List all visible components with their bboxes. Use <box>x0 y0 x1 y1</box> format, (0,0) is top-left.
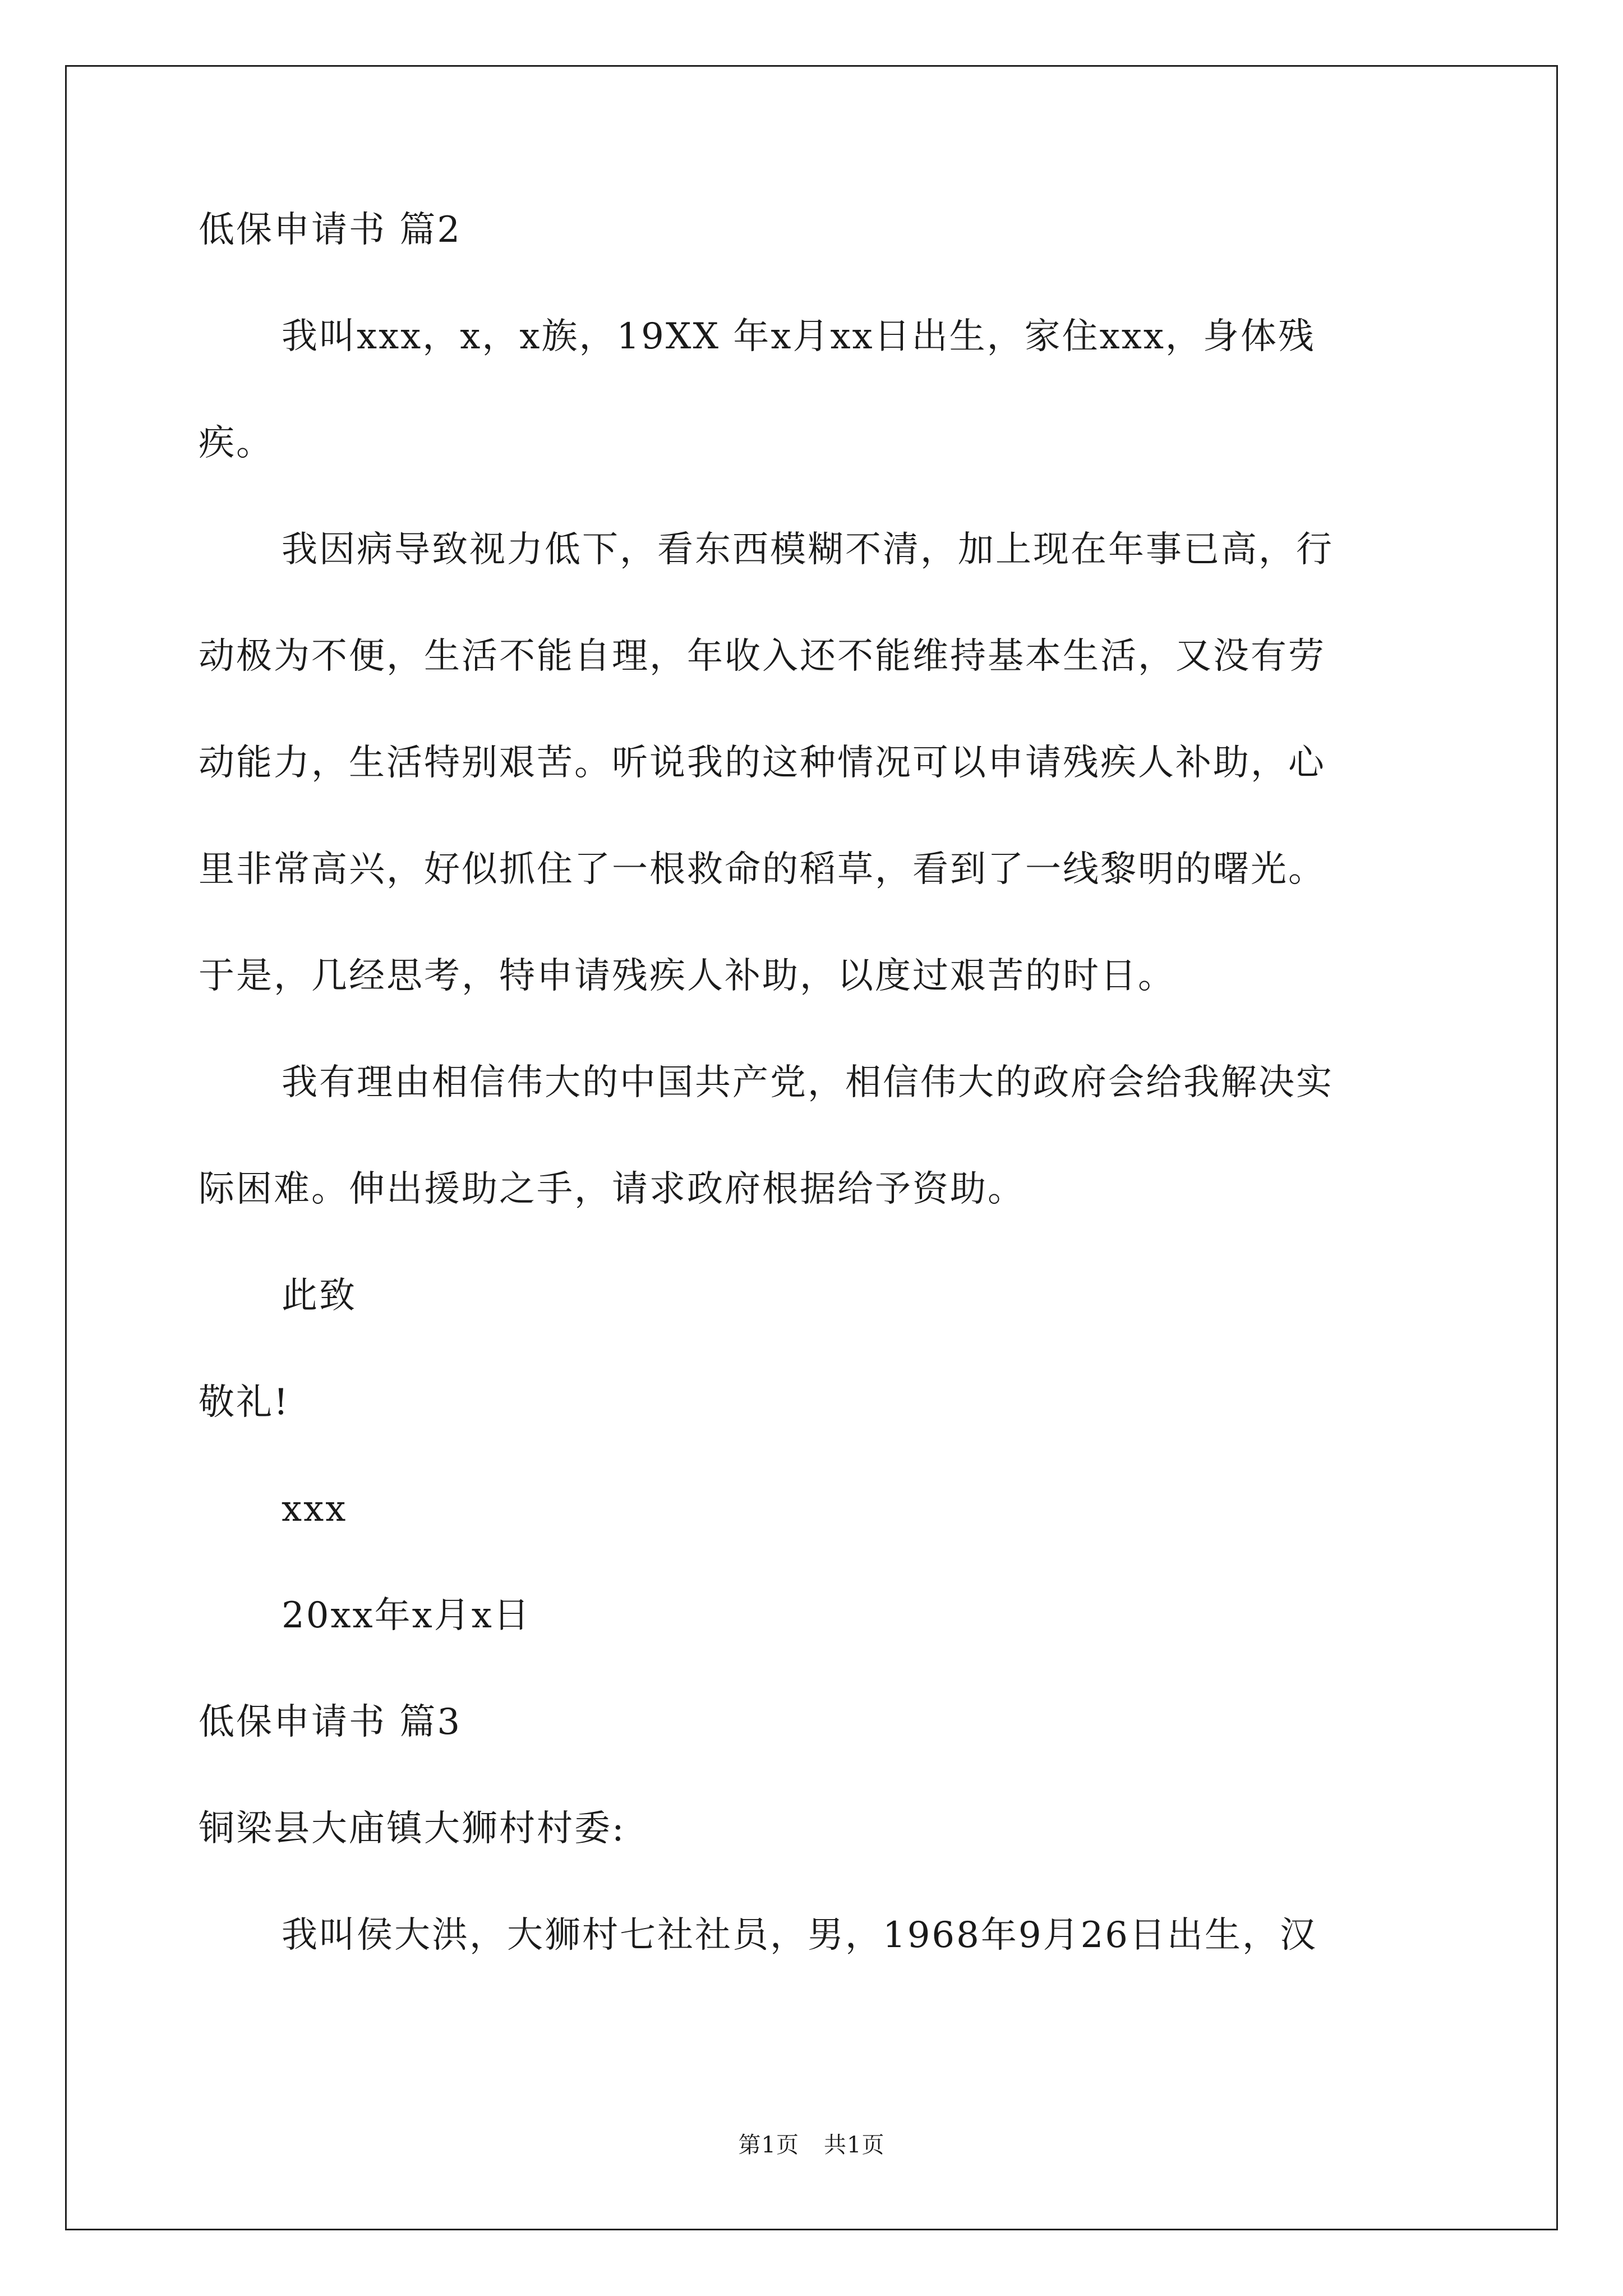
page-footer <box>0 2127 1623 2159</box>
page-border <box>65 65 1558 2230</box>
paragraph-line: 疾。 <box>199 422 274 464</box>
paragraph-line: 动能力，生活特别艰苦。听说我的这种情况可以申请残疾人补助，心 <box>199 742 1326 784</box>
page-number-total: 共1页 <box>824 2132 885 2158</box>
page-number-current: 第1页 <box>738 2132 799 2158</box>
section-heading-2: 低保申请书 篇2 <box>199 209 462 251</box>
paragraph-line: 我有理由相信伟大的中国共产党，相信伟大的政府会给我解决实 <box>282 1062 1334 1103</box>
paragraph-line: 我叫侯大洪，大狮村七社社员，男，1968年9月26日出生，汉 <box>282 1915 1318 1956</box>
paragraph-line: 我因病导致视力低下，看东西模糊不清，加上现在年事已高，行 <box>282 529 1334 570</box>
closing-salutation: 此致 <box>282 1275 357 1317</box>
section-heading-3: 低保申请书 篇3 <box>199 1701 462 1743</box>
paragraph-line: 里非常高兴，好似抓住了一根救命的稻草，看到了一线黎明的曙光。 <box>199 849 1326 890</box>
signature-date: 20xx年x月x日 <box>282 1595 531 1636</box>
paragraph-line: 际困难。伸出援助之手，请求政府根据给予资助。 <box>199 1168 1025 1210</box>
paragraph-line: 我叫xxx，x，x族，19XX 年x月xx日出生，家住xxx，身体残 <box>282 316 1316 357</box>
paragraph-line: 于是，几经思考，特申请残疾人补助，以度过艰苦的时日。 <box>199 955 1175 997</box>
signature-name: xxx <box>282 1488 348 1530</box>
paragraph-line: 动极为不便，生活不能自理，年收入还不能维持基本生活，又没有劳 <box>199 636 1326 677</box>
addressee: 铜梁县大庙镇大狮村村委: <box>199 1808 626 1849</box>
closing-regards: 敬礼! <box>199 1382 290 1423</box>
